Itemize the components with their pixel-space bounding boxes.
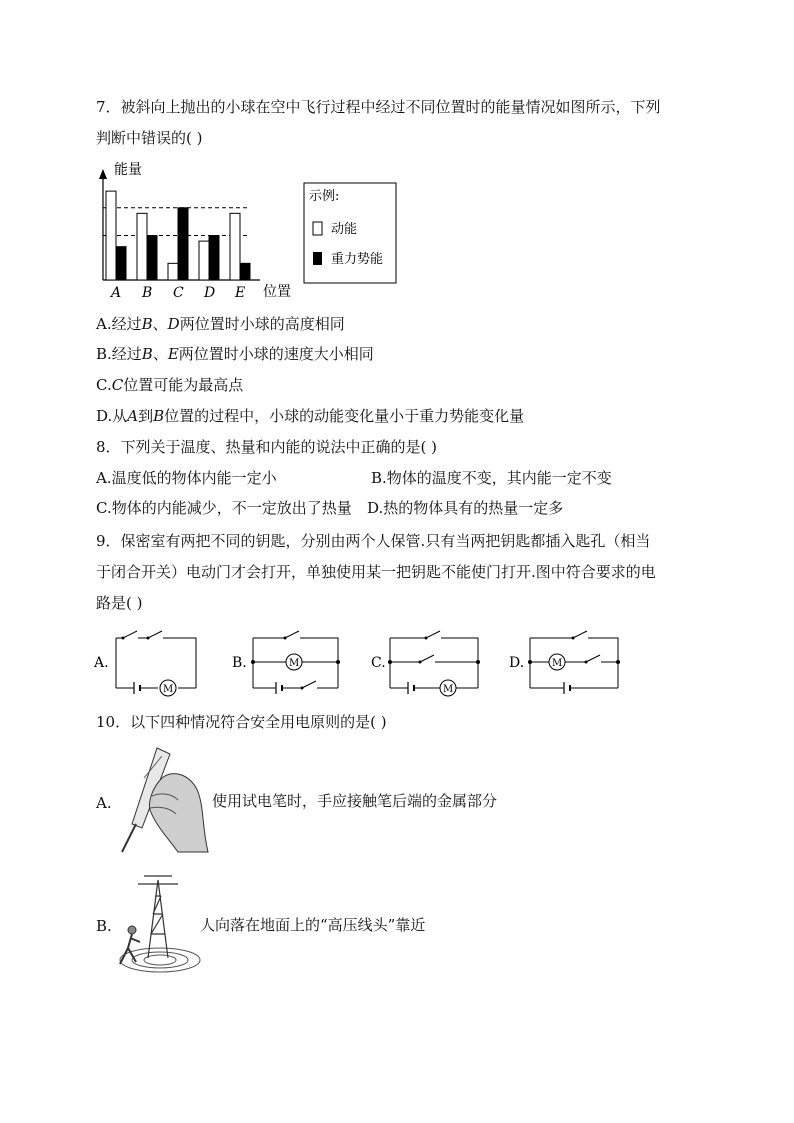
q10-stem: 10．以下四种情况符合安全用电原则的是( ) bbox=[96, 713, 387, 731]
motor-symbol: M bbox=[552, 658, 563, 669]
bar-A-kinetic bbox=[106, 191, 116, 280]
energy-bar-chart bbox=[90, 155, 400, 305]
q7-option-a-sep: 、 bbox=[152, 315, 168, 333]
q7-option-c[interactable] bbox=[96, 375, 243, 395]
bar-B-kinetic bbox=[137, 213, 147, 280]
q7-option-a[interactable] bbox=[96, 314, 345, 334]
bar-C-potential bbox=[178, 208, 188, 280]
bar-E-kinetic bbox=[230, 213, 240, 280]
circuit-b[interactable] bbox=[232, 631, 340, 694]
circuit-b-label: B. bbox=[232, 655, 247, 671]
circuit-a[interactable] bbox=[93, 631, 196, 696]
bar-D-kinetic bbox=[199, 241, 209, 280]
q8-option-d[interactable]: D.热的物体具有的热量一定多 bbox=[367, 499, 564, 517]
y-axis-label: 能量 bbox=[114, 162, 142, 178]
q7-option-d-prefix: D.从 bbox=[96, 407, 128, 425]
q8-option-a[interactable]: A.温度低的物体内能一定小 bbox=[96, 469, 277, 487]
q7-option-a-var2: D bbox=[167, 315, 180, 333]
q8-option-b[interactable]: B.物体的温度不变，其内能一定不变 bbox=[371, 469, 612, 487]
q7-option-d-var2: B bbox=[153, 407, 165, 425]
q7-option-d-mid: 到 bbox=[138, 407, 154, 425]
y-axis-arrow bbox=[99, 169, 107, 179]
q9-stem-line1: 9．保密室有两把不同的钥匙，分别由两个人保管.只有当两把钥匙都插入匙孔（相当 bbox=[96, 532, 651, 550]
legend-title: 示例: bbox=[309, 189, 340, 204]
q7-option-b-suffix: 两位置时小球的速度大小相同 bbox=[178, 345, 374, 363]
q7-option-b[interactable] bbox=[96, 344, 374, 364]
q7-stem-line2: 判断中错误的( ) bbox=[96, 129, 203, 147]
q9-stem-line3: 路是( ) bbox=[96, 594, 143, 612]
q7-option-d-var1: A bbox=[127, 407, 139, 425]
bar-C-kinetic bbox=[168, 263, 178, 280]
motor-symbol: M bbox=[443, 684, 454, 695]
q7-option-a-var1: B bbox=[141, 315, 153, 333]
q9-stem-line2: 于闭合开关）电动门才会打开，单独使用某一把钥匙不能使门打开.图中符合要求的电 bbox=[96, 563, 656, 581]
q7-option-b-var2: E bbox=[167, 345, 179, 363]
q7-option-d-suffix: 位置的过程中，小球的动能变化量小于重力势能变化量 bbox=[164, 407, 525, 425]
circuit-a-label: A. bbox=[94, 655, 109, 671]
circuit-c-label: C. bbox=[371, 655, 386, 671]
q10-option-b-text: 人向落在地面上的“高压线头”靠近 bbox=[200, 916, 426, 934]
legend-potential-label: 重力势能 bbox=[331, 252, 384, 267]
circuit-d-label: D. bbox=[509, 655, 525, 671]
motor-symbol: M bbox=[289, 658, 300, 669]
q10-option-b-label[interactable]: B. bbox=[96, 917, 112, 935]
bar-A-potential bbox=[116, 247, 126, 280]
legend-potential-swatch bbox=[313, 252, 322, 265]
q7-option-b-prefix: B.经过 bbox=[96, 345, 142, 363]
q8-stem: 8．下列关于温度、热量和内能的说法中正确的是( ) bbox=[96, 438, 438, 456]
bar-D-potential bbox=[209, 236, 219, 280]
bar-E-potential bbox=[240, 263, 250, 280]
x-axis-label: 位置 bbox=[263, 284, 291, 300]
circuit-c[interactable] bbox=[371, 631, 480, 696]
q9-circuit-diagrams bbox=[90, 620, 630, 700]
q7-option-a-suffix: 两位置时小球的高度相同 bbox=[179, 315, 345, 333]
q7-stem-line1: 7．被斜向上抛出的小球在空中飞行过程中经过不同位置时的能量情况如图所示，下列 bbox=[96, 98, 661, 116]
x-tick-label-C: C bbox=[173, 285, 184, 301]
x-tick-label-D: D bbox=[204, 285, 216, 301]
q7-option-c-suffix: 位置可能为最高点 bbox=[123, 376, 244, 394]
legend-kinetic-label: 动能 bbox=[331, 222, 358, 237]
q7-option-a-prefix: A.经过 bbox=[96, 315, 142, 333]
x-tick-label-E: E bbox=[235, 285, 246, 301]
q7-option-b-var1: B bbox=[141, 345, 153, 363]
x-tick-label-A: A bbox=[111, 285, 122, 301]
q10-option-a-text: 使用试电笔时，手应接触笔后端的金属部分 bbox=[212, 792, 498, 810]
q7-option-c-var1: C bbox=[111, 376, 124, 394]
q8-option-c[interactable]: C.物体的内能减少，不一定放出了热量 bbox=[96, 499, 352, 517]
q7-option-b-sep: 、 bbox=[152, 345, 168, 363]
legend-kinetic-swatch bbox=[313, 222, 322, 235]
circuit-d[interactable] bbox=[509, 631, 620, 694]
x-tick-label-B: B bbox=[142, 285, 153, 301]
q7-option-d[interactable] bbox=[96, 406, 524, 426]
q10-option-a-label[interactable]: A. bbox=[96, 794, 112, 812]
high-voltage-wire-illustration bbox=[108, 872, 203, 977]
test-pen-hand-illustration bbox=[112, 748, 212, 858]
bar-B-potential bbox=[147, 236, 157, 280]
motor-symbol: M bbox=[163, 684, 174, 695]
q7-option-c-prefix: C. bbox=[96, 376, 112, 394]
